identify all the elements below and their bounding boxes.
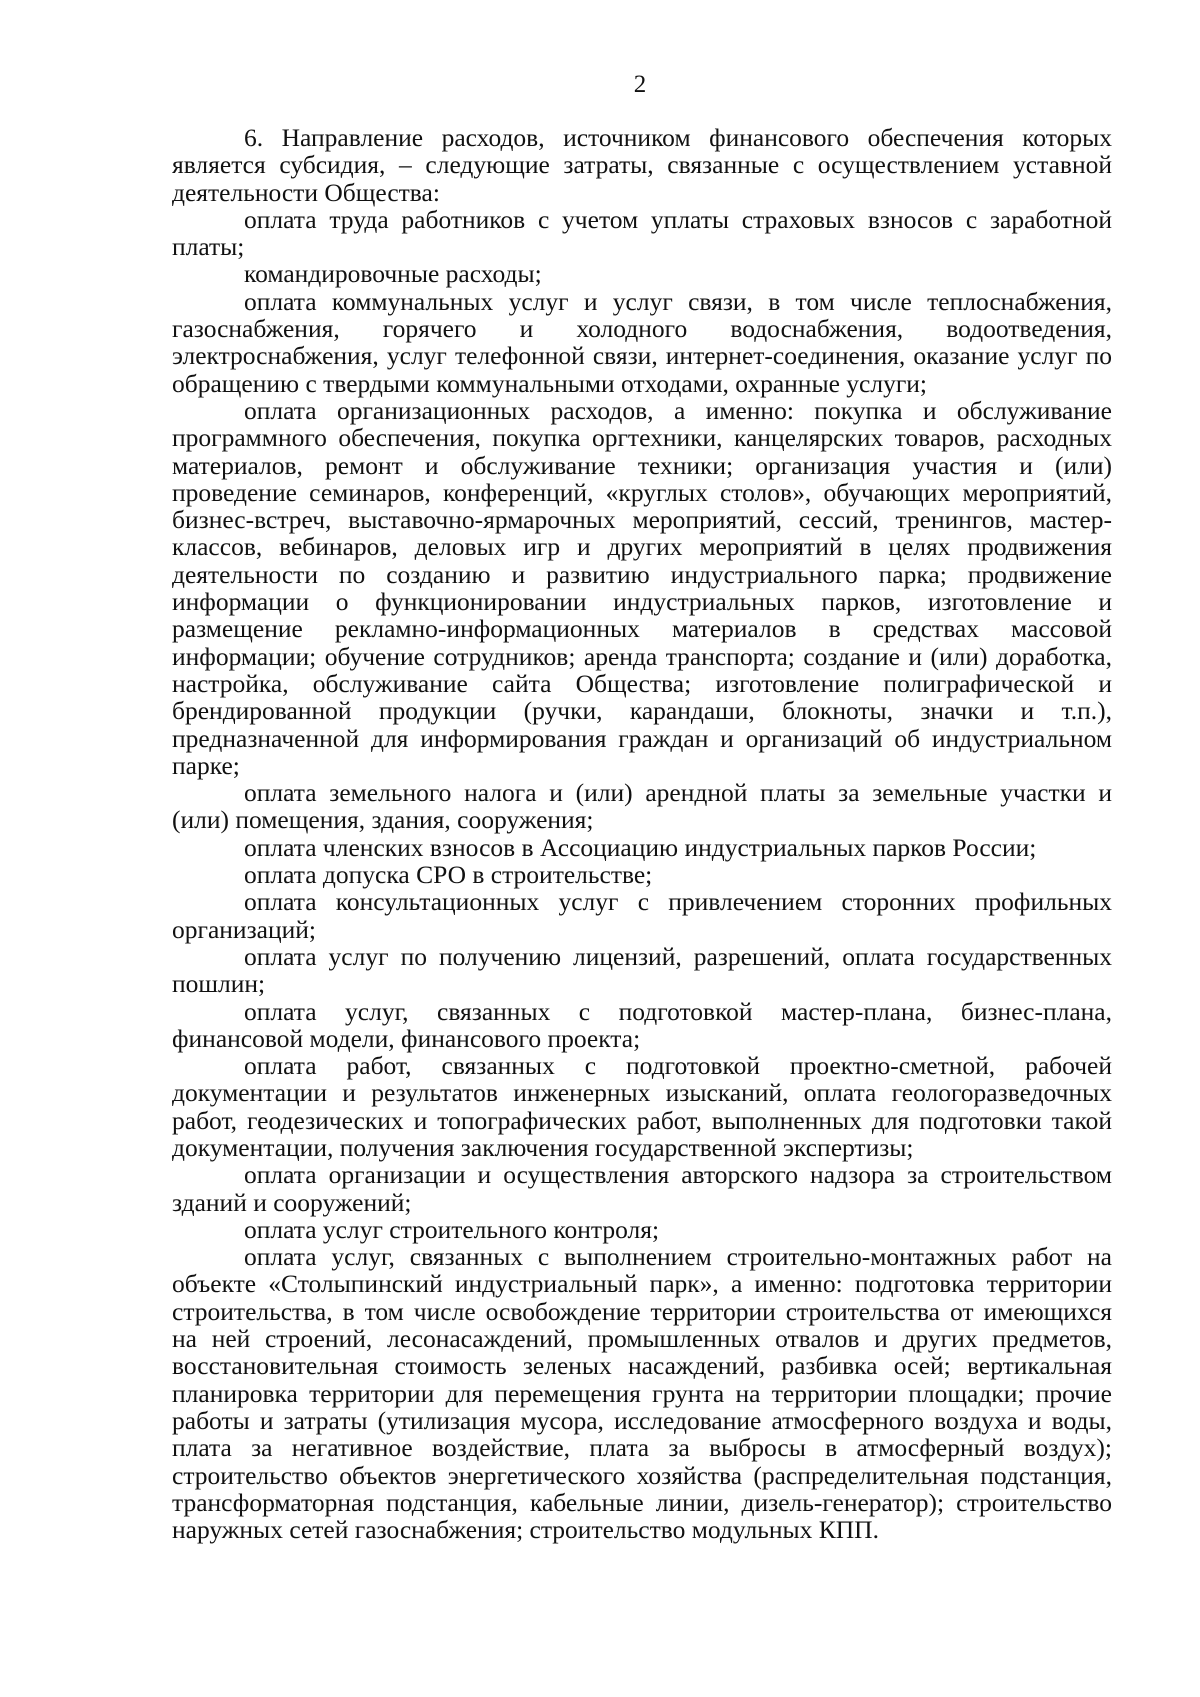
paragraph-land-tax: оплата земельного налога и (или) арендной платы за земельные участки и (или) помещения, здания, сооружения; [172,778,1112,835]
paragraph-construction-works: оплата услуг, связанных с выполнением строительно-монтажных работ на объекте «Столыпинский индустриальный парк», а именно: подготовка территории строительства, в том числе освобождение территории строительства от имеющихся на ней строений, лесонасаждений, промышленных отвалов и других предметов, восстановительная стоимость зеленых насаждений, разбивка осей; вертикальная планировка территории для перемещения грунта на территории площадки; прочие работы и затраты (утилизация мусора, исследование атмосферного воздуха и воды, плата за негативное воздействие, плата за выбросы в атмосферный воздух); строительство объектов энергетического хозяйства (распределительная подстанция, трансформаторная подстанция, кабельные линии, дизель-генератор); строительство наружных сетей газоснабжения; строительство модульных КПП. [172,1242,1112,1545]
paragraph-membership-fees: оплата членских взносов в Ассоциацию индустриальных парков России; [244,832,1037,862]
paragraph-licenses: оплата услуг по получению лицензий, разрешений, оплата государственных пошлин; [172,941,1112,999]
paragraph-travel-expenses: командировочные расходы; [244,259,542,289]
paragraph-author-supervision: оплата организации и осуществления авторского надзора за строительством зданий и сооружений; [172,1160,1112,1217]
paragraph-expense-directions: 6. Направление расходов, источником финансового обеспечения которых является субсидия, – следующие затраты, связанные с осуществлением уставной деятельности Общества: [172,123,1112,207]
page-number: 2 [633,71,647,98]
paragraph-master-plan: оплата услуг, связанных с подготовкой мастер-плана, бизнес-плана, финансовой модели, финансового проекта; [172,996,1112,1053]
paragraph-consulting: оплата консультационных услуг с привлечением сторонних профильных организаций; [172,887,1112,944]
paragraph-labor-payment: оплата труда работников с учетом уплаты страховых взносов с заработной платы; [172,204,1112,262]
paragraph-organizational-expenses: оплата организационных расходов, а именно: покупка и обслуживание программного обеспечения, покупка оргтехники, канцелярских товаров, расходных материалов, ремонт и обслуживание техники; организация участия и (или) проведение семинаров, конференций, «круглых столов», обучающих мероприятий, бизнес-встреч, выставочно-ярмарочных мероприятий, сессий, тренингов, мастер-классов, вебинаров, деловых игр и других мероприятий в целях продвижения деятельности по созданию и развитию индустриального парка; продвижение информации о функционировании индустриальных парков, изготовление и размещение рекламно-информационных материалов в средствах массовой информации; обучение сотрудников; аренда транспорта; создание и (или) доработка, настройка, обслуживание сайта Общества; изготовление полиграфической и брендированной продукции (ручки, карандаши, блокноты, значки и т.п.), предназначенной для информирования граждан и организаций об индустриальном парке; [172,395,1112,780]
paragraph-design-documentation: оплата работ, связанных с подготовкой проектно-сметной, рабочей документации и результатов инженерных изысканий, оплата геологоразведочных работ, геодезических и топографических работ, выполненных для подготовки такой документации, получения заключения государственной экспертизы; [172,1051,1112,1162]
paragraph-construction-control: оплата услуг строительного контроля; [244,1214,660,1244]
paragraph-utilities: оплата коммунальных услуг и услуг связи, в том числе теплоснабжения, газоснабжения, горячего и холодного водоснабжения, водоотведения, электроснабжения, услуг телефонной связи, интернет-соединения, оказание услуг по обращению с твердыми коммунальными отходами, охранные услуги; [172,286,1112,398]
paragraph-sro-admission: оплата допуска СРО в строительстве; [244,860,653,890]
document-body [172,124,1112,1543]
